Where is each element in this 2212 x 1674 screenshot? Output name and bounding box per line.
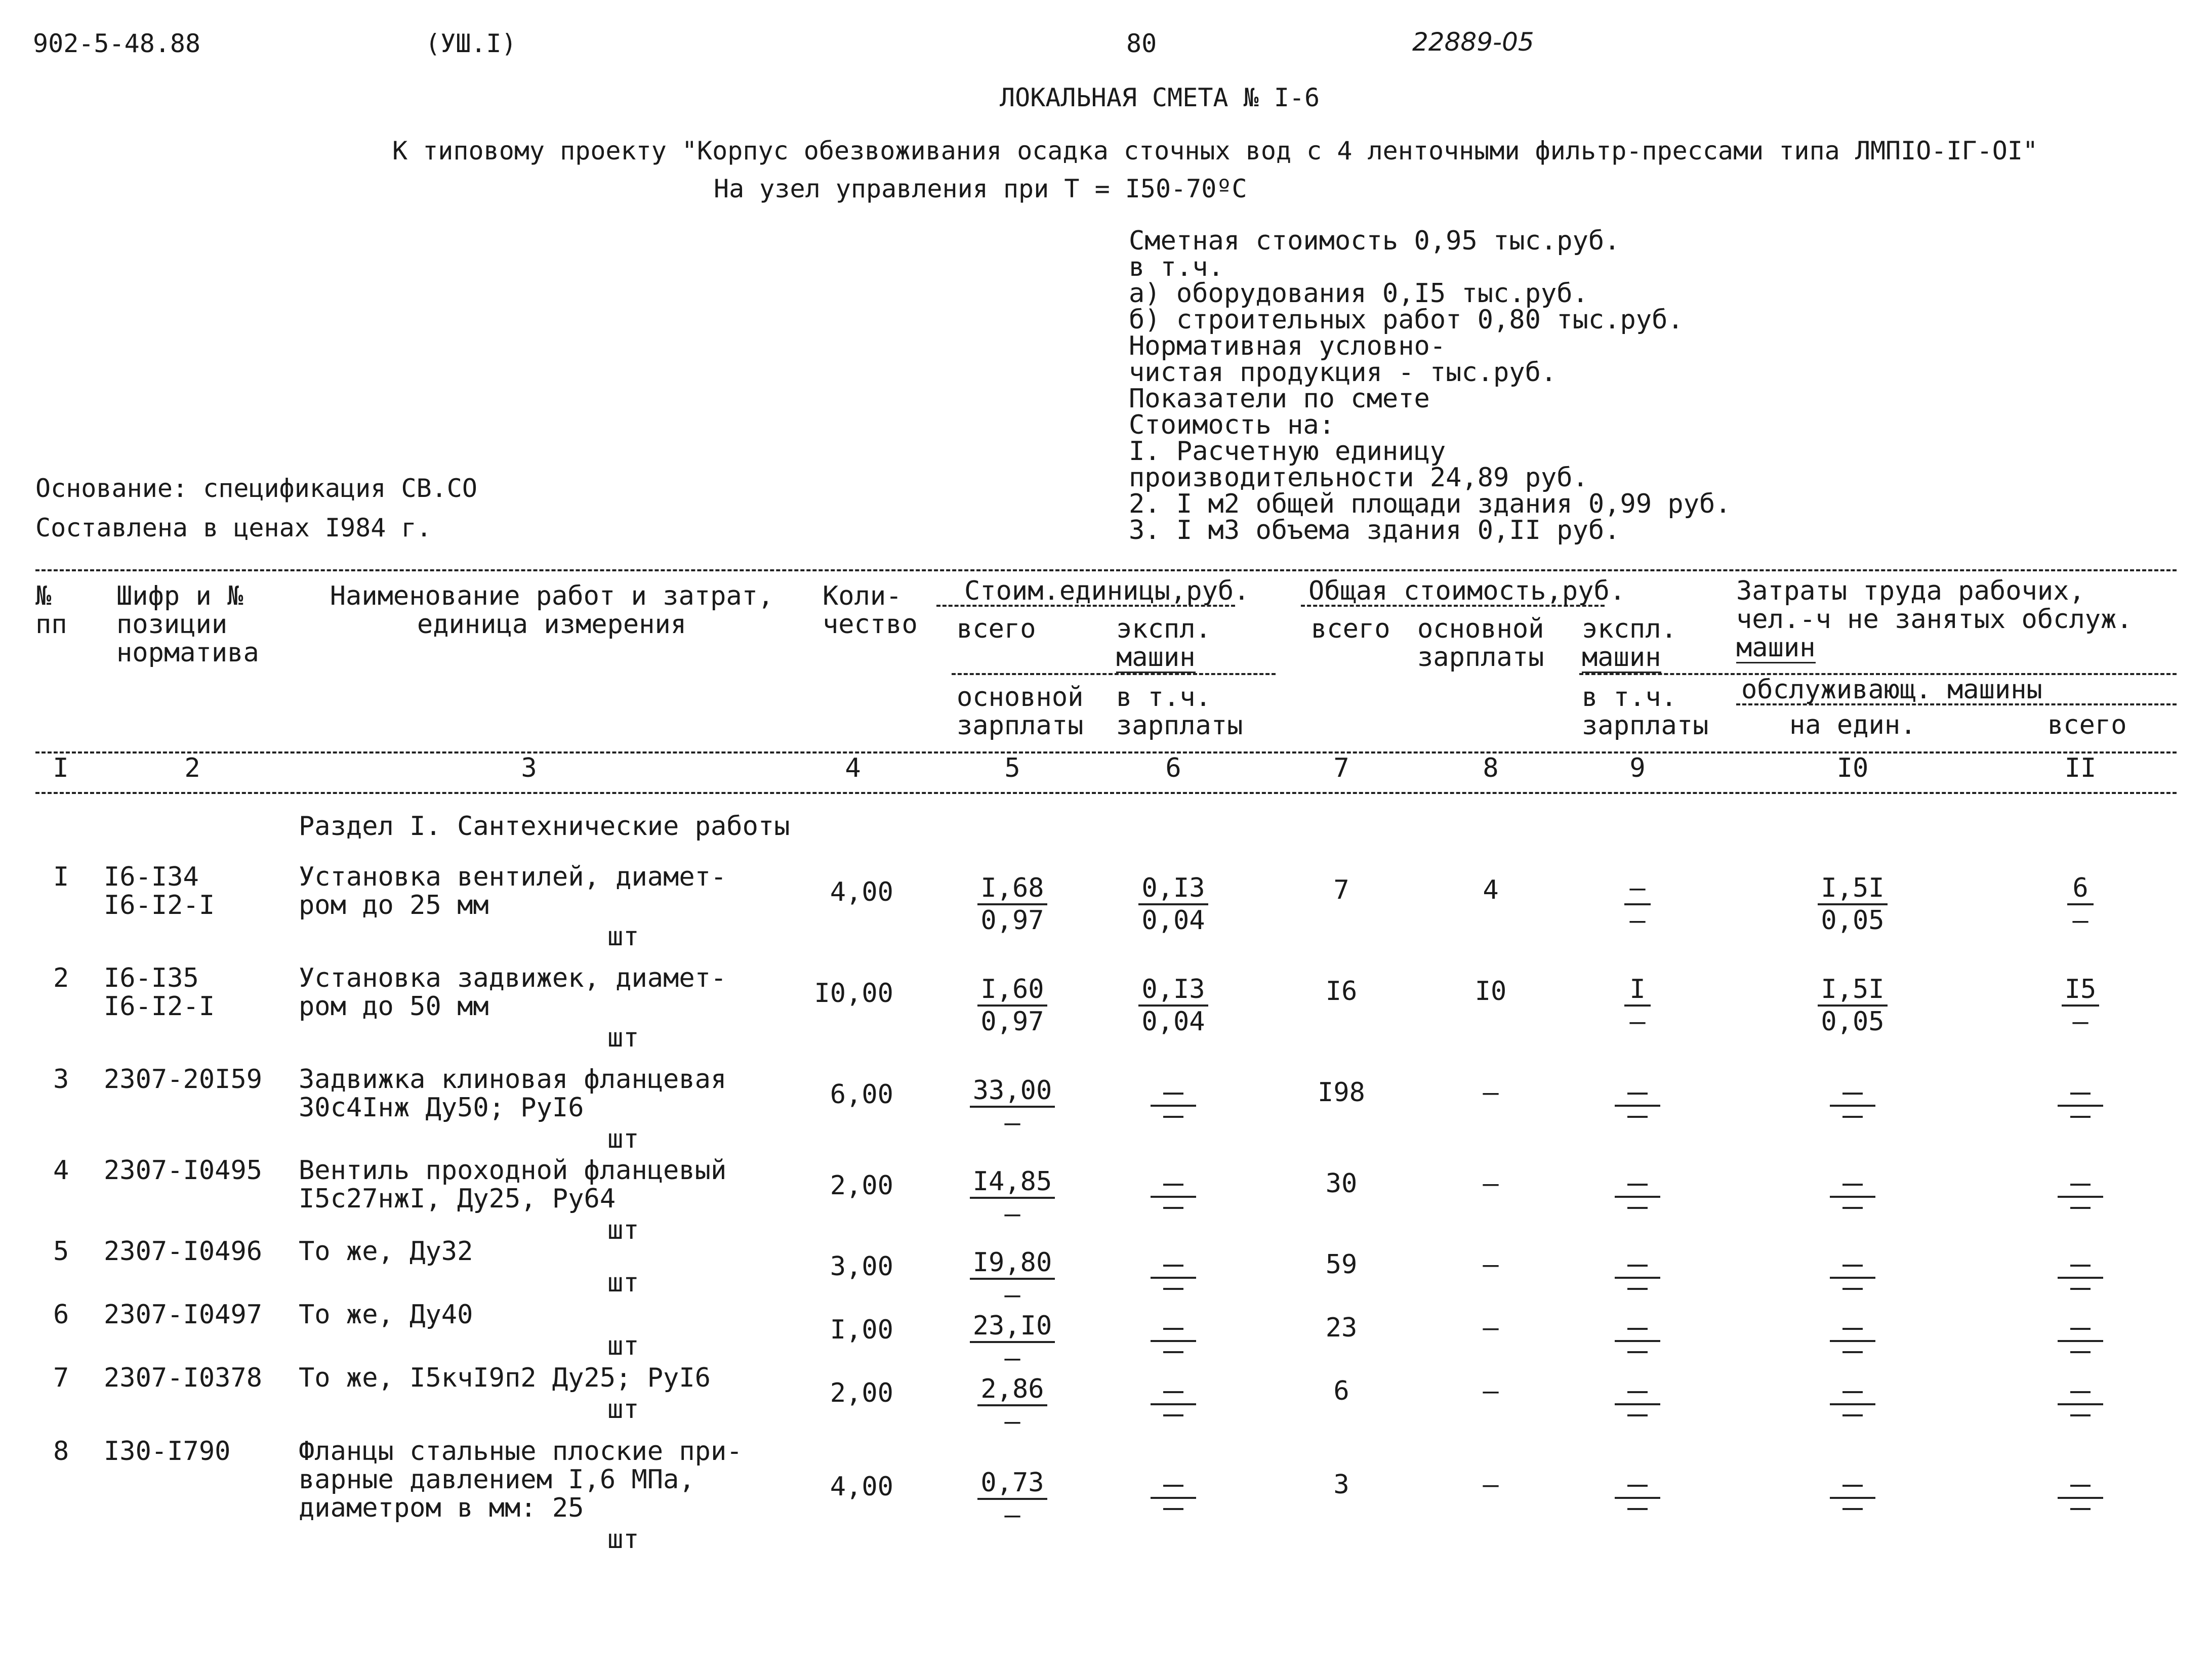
fraction-numerator: 2,86: [977, 1374, 1047, 1406]
column-number: II: [2064, 753, 2097, 783]
row-total-cost: 6: [1333, 1376, 1349, 1406]
mark-bottom: [1163, 1508, 1183, 1510]
row-name-line: диаметром в мм: 25: [299, 1493, 584, 1523]
row-name-line: ром до 25 мм: [299, 890, 489, 920]
mark-bottom: [1627, 1116, 1648, 1118]
row-code: [104, 1065, 262, 1094]
row-number: 3: [53, 1064, 69, 1095]
basis-prices: Составлена в ценах I984 г.: [35, 513, 432, 542]
fraction-denominator: –: [1629, 1007, 1646, 1037]
row-name-line: То же, Ду40: [299, 1300, 473, 1330]
mark-bar: [1151, 1403, 1196, 1405]
row-quantity: 2,00: [830, 1378, 893, 1408]
mark-bar: [2058, 1340, 2103, 1342]
fraction-numerator: I5: [2062, 974, 2100, 1007]
header-total-cost: Общая стоимость,руб.: [1308, 576, 1626, 606]
row-name: [299, 1364, 711, 1392]
mark-bottom: [1627, 1288, 1648, 1290]
row-labor-total: [2030, 974, 2131, 1037]
mark-top: [1163, 1184, 1183, 1186]
mark-top: [1842, 1391, 1863, 1393]
album-number: (УШ.I): [425, 29, 517, 58]
fraction-denominator: 0,97: [980, 1007, 1044, 1037]
row-total-wages: –: [1483, 1313, 1499, 1343]
row-code-line: 2307-I0496: [104, 1236, 263, 1267]
header-no: № пп: [35, 581, 67, 640]
fraction-numerator: 23,I0: [970, 1311, 1055, 1343]
fraction-denominator: –: [1004, 1343, 1020, 1373]
row-total-cost: 23: [1325, 1313, 1358, 1343]
row-total-wages: –: [1483, 1077, 1499, 1108]
mark-bottom: [1627, 1207, 1648, 1209]
summary-line: Показатели по смете: [1129, 384, 1430, 414]
row-name-line: Задвижка клиновая фланцевая: [299, 1064, 727, 1095]
header-c6-wages: в т.ч. зарплаты: [1116, 682, 1243, 741]
mark-top: [2070, 1184, 2091, 1186]
row-number: 7: [53, 1363, 69, 1393]
row-name-line: Фланцы стальные плоские при-: [299, 1436, 743, 1467]
mark-bar: [1830, 1403, 1875, 1405]
row-total-wages: –: [1483, 1168, 1499, 1199]
empty-fraction-mark: [1587, 1321, 1688, 1361]
mark-bar: [1151, 1277, 1196, 1279]
empty-fraction-mark: [2030, 1177, 2131, 1217]
column-number: I: [53, 753, 69, 783]
fraction-denominator: –: [1004, 1406, 1020, 1437]
row-total-machines: [1587, 873, 1688, 936]
mark-bar: [1830, 1340, 1875, 1342]
mark-bottom: [1627, 1508, 1648, 1510]
header-labor: Затраты труда рабочих, чел.-ч не занятых обслуж. машин: [1736, 576, 2133, 663]
row-labor-per-unit: [1802, 873, 1903, 936]
row-code-line: 2307-I0378: [104, 1363, 263, 1393]
row-unit: шт: [607, 1023, 639, 1053]
row-name: [299, 1437, 743, 1522]
mark-bar: [1151, 1340, 1196, 1342]
row-name-line: То же, Ду32: [299, 1236, 473, 1267]
mark-top: [1627, 1184, 1648, 1186]
fraction-denominator: –: [1004, 1280, 1020, 1310]
row-code: [104, 1301, 262, 1329]
row-unit-cost: [962, 1247, 1063, 1310]
summary-line: б) строительных работ 0,80 тыс.руб.: [1129, 305, 1684, 335]
row-name-line: Вентиль проходной фланцевый: [299, 1155, 727, 1186]
empty-fraction-mark: [1802, 1258, 1903, 1298]
row-name-line: Установка вентилей, диамет-: [299, 862, 727, 892]
row-quantity: 4,00: [830, 1472, 893, 1502]
mark-bar: [1151, 1497, 1196, 1499]
mark-bar: [1615, 1497, 1660, 1499]
mark-bar: [1151, 1105, 1196, 1107]
header-c9-machines: экспл. машин: [1582, 614, 1677, 673]
fraction-denominator: –: [1004, 1108, 1020, 1138]
fraction-denominator: –: [1004, 1500, 1020, 1530]
row-total-cost: 3: [1333, 1470, 1349, 1500]
mark-bottom: [1163, 1116, 1183, 1118]
row-total-cost: I6: [1325, 976, 1358, 1007]
mark-bottom: [1842, 1351, 1863, 1353]
fraction-numerator: I,68: [977, 873, 1047, 905]
header-code: Шифр и № позиции норматива: [116, 581, 259, 668]
fraction-denominator: 0,05: [1821, 905, 1885, 936]
row-name: [299, 964, 726, 1021]
column-number: 6: [1165, 753, 1181, 783]
row-number: 4: [53, 1155, 69, 1186]
empty-fraction-mark: [1123, 1177, 1224, 1217]
column-number: 9: [1629, 753, 1646, 783]
row-total-wages: I0: [1474, 976, 1507, 1007]
rule-unit-split: [952, 673, 1276, 675]
row-total-machines: [1587, 974, 1688, 1037]
row-unit-cost: [962, 1468, 1063, 1530]
header-c10-per-unit: на един.: [1789, 710, 1916, 740]
summary-line: а) оборудования 0,I5 тыс.руб.: [1129, 278, 1588, 309]
header-c11-total: всего: [2047, 710, 2127, 740]
mark-bottom: [1842, 1207, 1863, 1209]
summary-line: Нормативная условно-: [1129, 331, 1446, 361]
row-unit-cost: [962, 1075, 1063, 1138]
row-code: [104, 1237, 262, 1266]
header-name: Наименование работ и затрат, единица измерения: [330, 581, 774, 640]
row-name-line: 30с4Iнж Ду50; РуI6: [299, 1093, 584, 1123]
row-unit-cost: [962, 1374, 1063, 1437]
row-quantity: 6,00: [830, 1079, 893, 1110]
mark-bottom: [2070, 1116, 2091, 1118]
fraction-numerator: I9,80: [970, 1247, 1055, 1280]
fraction-numerator: 0,73: [977, 1468, 1047, 1500]
mark-bar: [2058, 1497, 2103, 1499]
empty-fraction-mark: [1802, 1478, 1903, 1518]
row-code-line: I30-I790: [104, 1436, 231, 1467]
mark-bar: [1615, 1196, 1660, 1198]
fraction-numerator: I,60: [977, 974, 1047, 1007]
fraction-denominator: 0,04: [1141, 1007, 1205, 1037]
empty-fraction-mark: [1123, 1478, 1224, 1518]
mark-bar: [2058, 1277, 2103, 1279]
row-quantity: 3,00: [830, 1251, 893, 1282]
mark-bottom: [1627, 1414, 1648, 1416]
mark-bottom: [1842, 1414, 1863, 1416]
row-total-cost: 7: [1333, 875, 1349, 905]
row-total-cost: I98: [1318, 1077, 1365, 1108]
row-code-line: 2307-I0495: [104, 1155, 263, 1186]
empty-fraction-mark: [2030, 1384, 2131, 1425]
mark-bar: [1615, 1105, 1660, 1107]
row-unit: шт: [607, 1524, 639, 1555]
empty-fraction-mark: [1587, 1177, 1688, 1217]
row-code: [104, 964, 215, 1021]
mark-top: [1627, 1265, 1648, 1267]
row-unit: шт: [607, 1124, 639, 1154]
summary-line: 3. I м3 объема здания 0,II руб.: [1129, 515, 1620, 546]
estimate-title: ЛОКАЛЬНАЯ СМЕТА № I-6: [1000, 83, 1320, 112]
mark-bar: [2058, 1196, 2103, 1198]
row-name-line: варные давлением I,6 МПа,: [299, 1464, 695, 1495]
header-c8-wages: основной зарплаты: [1417, 614, 1544, 673]
row-total-wages: –: [1483, 1376, 1499, 1406]
mark-top: [2070, 1093, 2091, 1095]
mark-top: [2070, 1391, 2091, 1393]
summary-block: [1129, 226, 1731, 546]
registration-number: 22889-05: [1412, 27, 1534, 57]
fraction-numerator: 6: [2067, 873, 2094, 905]
summary-line: Сметная стоимость 0,95 тыс.руб.: [1129, 226, 1620, 256]
row-name-line: Установка задвижек, диамет-: [299, 963, 727, 993]
empty-fraction-mark: [1123, 1258, 1224, 1298]
fraction-denominator: 0,04: [1141, 905, 1205, 936]
mark-bar: [1615, 1340, 1660, 1342]
header-c6-machines: экспл. машин: [1116, 614, 1211, 673]
column-number: 7: [1333, 753, 1349, 783]
fraction-denominator: –: [1004, 1199, 1020, 1229]
row-code: [104, 863, 215, 919]
mark-bottom: [2070, 1414, 2091, 1416]
header-c9-wages: в т.ч. зарплаты: [1582, 682, 1709, 741]
mark-bar: [1615, 1277, 1660, 1279]
row-name-line: ром до 50 мм: [299, 991, 489, 1022]
empty-fraction-mark: [2030, 1258, 2131, 1298]
row-code-line: I6-I34: [104, 862, 199, 892]
row-code: [104, 1364, 262, 1392]
header-c5-total: всего: [957, 614, 1036, 644]
mark-bar: [1615, 1403, 1660, 1405]
row-unit-cost: [962, 1166, 1063, 1229]
row-total-cost: 30: [1325, 1168, 1358, 1199]
row-unit: шт: [607, 922, 639, 952]
header-unit-cost: Стоим.единицы,руб.: [964, 576, 1250, 606]
row-unit-machines: [1123, 974, 1224, 1037]
fraction-numerator: 0,I3: [1138, 873, 1208, 905]
row-code-line: I6-I2-I: [104, 890, 215, 920]
mark-top: [1163, 1265, 1183, 1267]
empty-fraction-mark: [1123, 1384, 1224, 1425]
mark-top: [1842, 1328, 1863, 1330]
row-code: [104, 1437, 230, 1466]
empty-fraction-mark: [2030, 1085, 2131, 1126]
mark-top: [2070, 1265, 2091, 1267]
mark-top: [1842, 1265, 1863, 1267]
header-c5-wages: основной зарплаты: [957, 682, 1084, 741]
mark-bar: [1830, 1105, 1875, 1107]
fraction-denominator: 0,05: [1821, 1007, 1885, 1037]
mark-top: [1163, 1328, 1183, 1330]
row-code: [104, 1156, 262, 1185]
fraction-numerator: I,5I: [1818, 873, 1887, 905]
fraction-denominator: –: [2072, 905, 2088, 936]
header-quantity: Коли- чество: [823, 581, 918, 640]
fraction-denominator: 0,97: [980, 905, 1044, 936]
column-number: 4: [845, 753, 861, 783]
row-unit: шт: [607, 1268, 639, 1298]
row-name: [299, 1065, 726, 1122]
row-number: 2: [53, 963, 69, 993]
fraction-numerator: I4,85: [970, 1166, 1055, 1199]
row-unit: шт: [607, 1215, 639, 1245]
row-name-line: То же, I5кчI9п2 Ду25; РуI6: [299, 1363, 711, 1393]
column-number: I0: [1836, 753, 1869, 783]
empty-fraction-mark: [1123, 1085, 1224, 1126]
empty-fraction-mark: [1802, 1085, 1903, 1126]
summary-line: Стоимость на:: [1129, 410, 1335, 440]
row-name: [299, 1237, 473, 1266]
summary-line: в т.ч.: [1129, 252, 1224, 282]
header-labor-service: обслуживающ. машины: [1741, 675, 2042, 705]
mark-top: [1842, 1184, 1863, 1186]
mark-top: [1627, 1485, 1648, 1487]
summary-line: I. Расчетную единицу: [1129, 436, 1446, 467]
mark-top: [1163, 1093, 1183, 1095]
empty-fraction-mark: [1802, 1321, 1903, 1361]
fraction-numerator: –: [1624, 873, 1651, 905]
row-unit: шт: [607, 1331, 639, 1361]
row-total-wages: –: [1483, 1249, 1499, 1280]
fraction-denominator: –: [1629, 905, 1646, 936]
mark-top: [1627, 1391, 1648, 1393]
column-number: 3: [521, 753, 537, 783]
colnum-bottom-rule: [35, 792, 2177, 794]
mark-bar: [1830, 1277, 1875, 1279]
fraction-numerator: 33,00: [970, 1075, 1055, 1108]
row-number: I: [53, 862, 69, 892]
row-name: [299, 1301, 473, 1329]
summary-line: производительности 24,89 руб.: [1129, 463, 1588, 493]
row-total-wages: –: [1483, 1470, 1499, 1500]
mark-bottom: [1163, 1351, 1183, 1353]
column-number: 2: [184, 753, 200, 783]
empty-fraction-mark: [2030, 1321, 2131, 1361]
mark-bar: [1151, 1196, 1196, 1198]
mark-bottom: [2070, 1207, 2091, 1209]
empty-fraction-mark: [1587, 1258, 1688, 1298]
mark-bottom: [1163, 1288, 1183, 1290]
mark-top: [1627, 1328, 1648, 1330]
row-quantity: I0,00: [814, 978, 893, 1009]
row-total-wages: 4: [1483, 875, 1499, 905]
row-quantity: 4,00: [830, 877, 893, 907]
mark-bottom: [2070, 1288, 2091, 1290]
row-name: [299, 1156, 726, 1213]
empty-fraction-mark: [1802, 1177, 1903, 1217]
row-unit-cost: [962, 974, 1063, 1037]
unit-title: На узел управления при Т = I50-70ºС: [714, 174, 1247, 203]
mark-bottom: [1163, 1207, 1183, 1209]
row-number: 5: [53, 1236, 69, 1267]
mark-bottom: [1627, 1351, 1648, 1353]
empty-fraction-mark: [1587, 1384, 1688, 1425]
row-total-cost: 59: [1325, 1249, 1358, 1280]
mark-top: [1842, 1093, 1863, 1095]
mark-bottom: [1163, 1414, 1183, 1416]
column-number: 5: [1004, 753, 1020, 783]
basis-spec: Основание: спецификация СВ.СО: [35, 474, 477, 503]
mark-bottom: [2070, 1508, 2091, 1510]
page-number: 80: [1126, 29, 1157, 58]
row-labor-per-unit: [1802, 974, 1903, 1037]
empty-fraction-mark: [1587, 1478, 1688, 1518]
row-unit-cost: [962, 873, 1063, 936]
row-unit: шт: [607, 1394, 639, 1425]
mark-top: [1842, 1485, 1863, 1487]
row-name-line: I5с27нжI, Ду25, Ру64: [299, 1184, 616, 1214]
mark-bottom: [1842, 1508, 1863, 1510]
header-c7-total: всего: [1311, 614, 1390, 644]
row-code-line: I6-I35: [104, 963, 199, 993]
mark-bar: [1830, 1196, 1875, 1198]
mark-bar: [2058, 1105, 2103, 1107]
row-quantity: I,00: [830, 1315, 893, 1345]
document-code: 902-5-48.88: [33, 29, 201, 58]
summary-line: чистая продукция - тыс.руб.: [1129, 357, 1557, 388]
project-title: К типовому проекту "Корпус обезвоживания осадка сточных вод с 4 ленточными фильтр-прессами типа ЛМПIО-IГ-OI": [392, 136, 2038, 165]
mark-top: [1627, 1093, 1648, 1095]
summary-line: 2. I м2 общей площади здания 0,99 руб.: [1129, 489, 1731, 519]
mark-bar: [1830, 1497, 1875, 1499]
fraction-denominator: –: [2072, 1007, 2088, 1037]
empty-fraction-mark: [1123, 1321, 1224, 1361]
fraction-numerator: 0,I3: [1138, 974, 1208, 1007]
mark-bottom: [2070, 1351, 2091, 1353]
column-number: 8: [1483, 753, 1499, 783]
header-top-rule: [35, 569, 2177, 571]
mark-top: [1163, 1391, 1183, 1393]
mark-top: [2070, 1328, 2091, 1330]
mark-bottom: [1842, 1116, 1863, 1118]
mark-top: [2070, 1485, 2091, 1487]
row-unit-cost: [962, 1311, 1063, 1373]
row-number: 8: [53, 1436, 69, 1467]
row-code-line: I6-I2-I: [104, 991, 215, 1022]
fraction-numerator: I: [1624, 974, 1651, 1007]
empty-fraction-mark: [2030, 1478, 2131, 1518]
row-unit-machines: [1123, 873, 1224, 936]
row-code-line: 2307-I0497: [104, 1300, 263, 1330]
row-quantity: 2,00: [830, 1170, 893, 1201]
mark-top: [1163, 1485, 1183, 1487]
empty-fraction-mark: [1587, 1085, 1688, 1126]
row-number: 6: [53, 1300, 69, 1330]
empty-fraction-mark: [1802, 1384, 1903, 1425]
row-name: [299, 863, 726, 919]
mark-bottom: [1842, 1288, 1863, 1290]
fraction-numerator: I,5I: [1818, 974, 1887, 1007]
row-labor-total: [2030, 873, 2131, 936]
section-title: Раздел I. Сантехнические работы: [299, 811, 790, 842]
row-code-line: 2307-20I59: [104, 1064, 263, 1095]
mark-bar: [2058, 1403, 2103, 1405]
